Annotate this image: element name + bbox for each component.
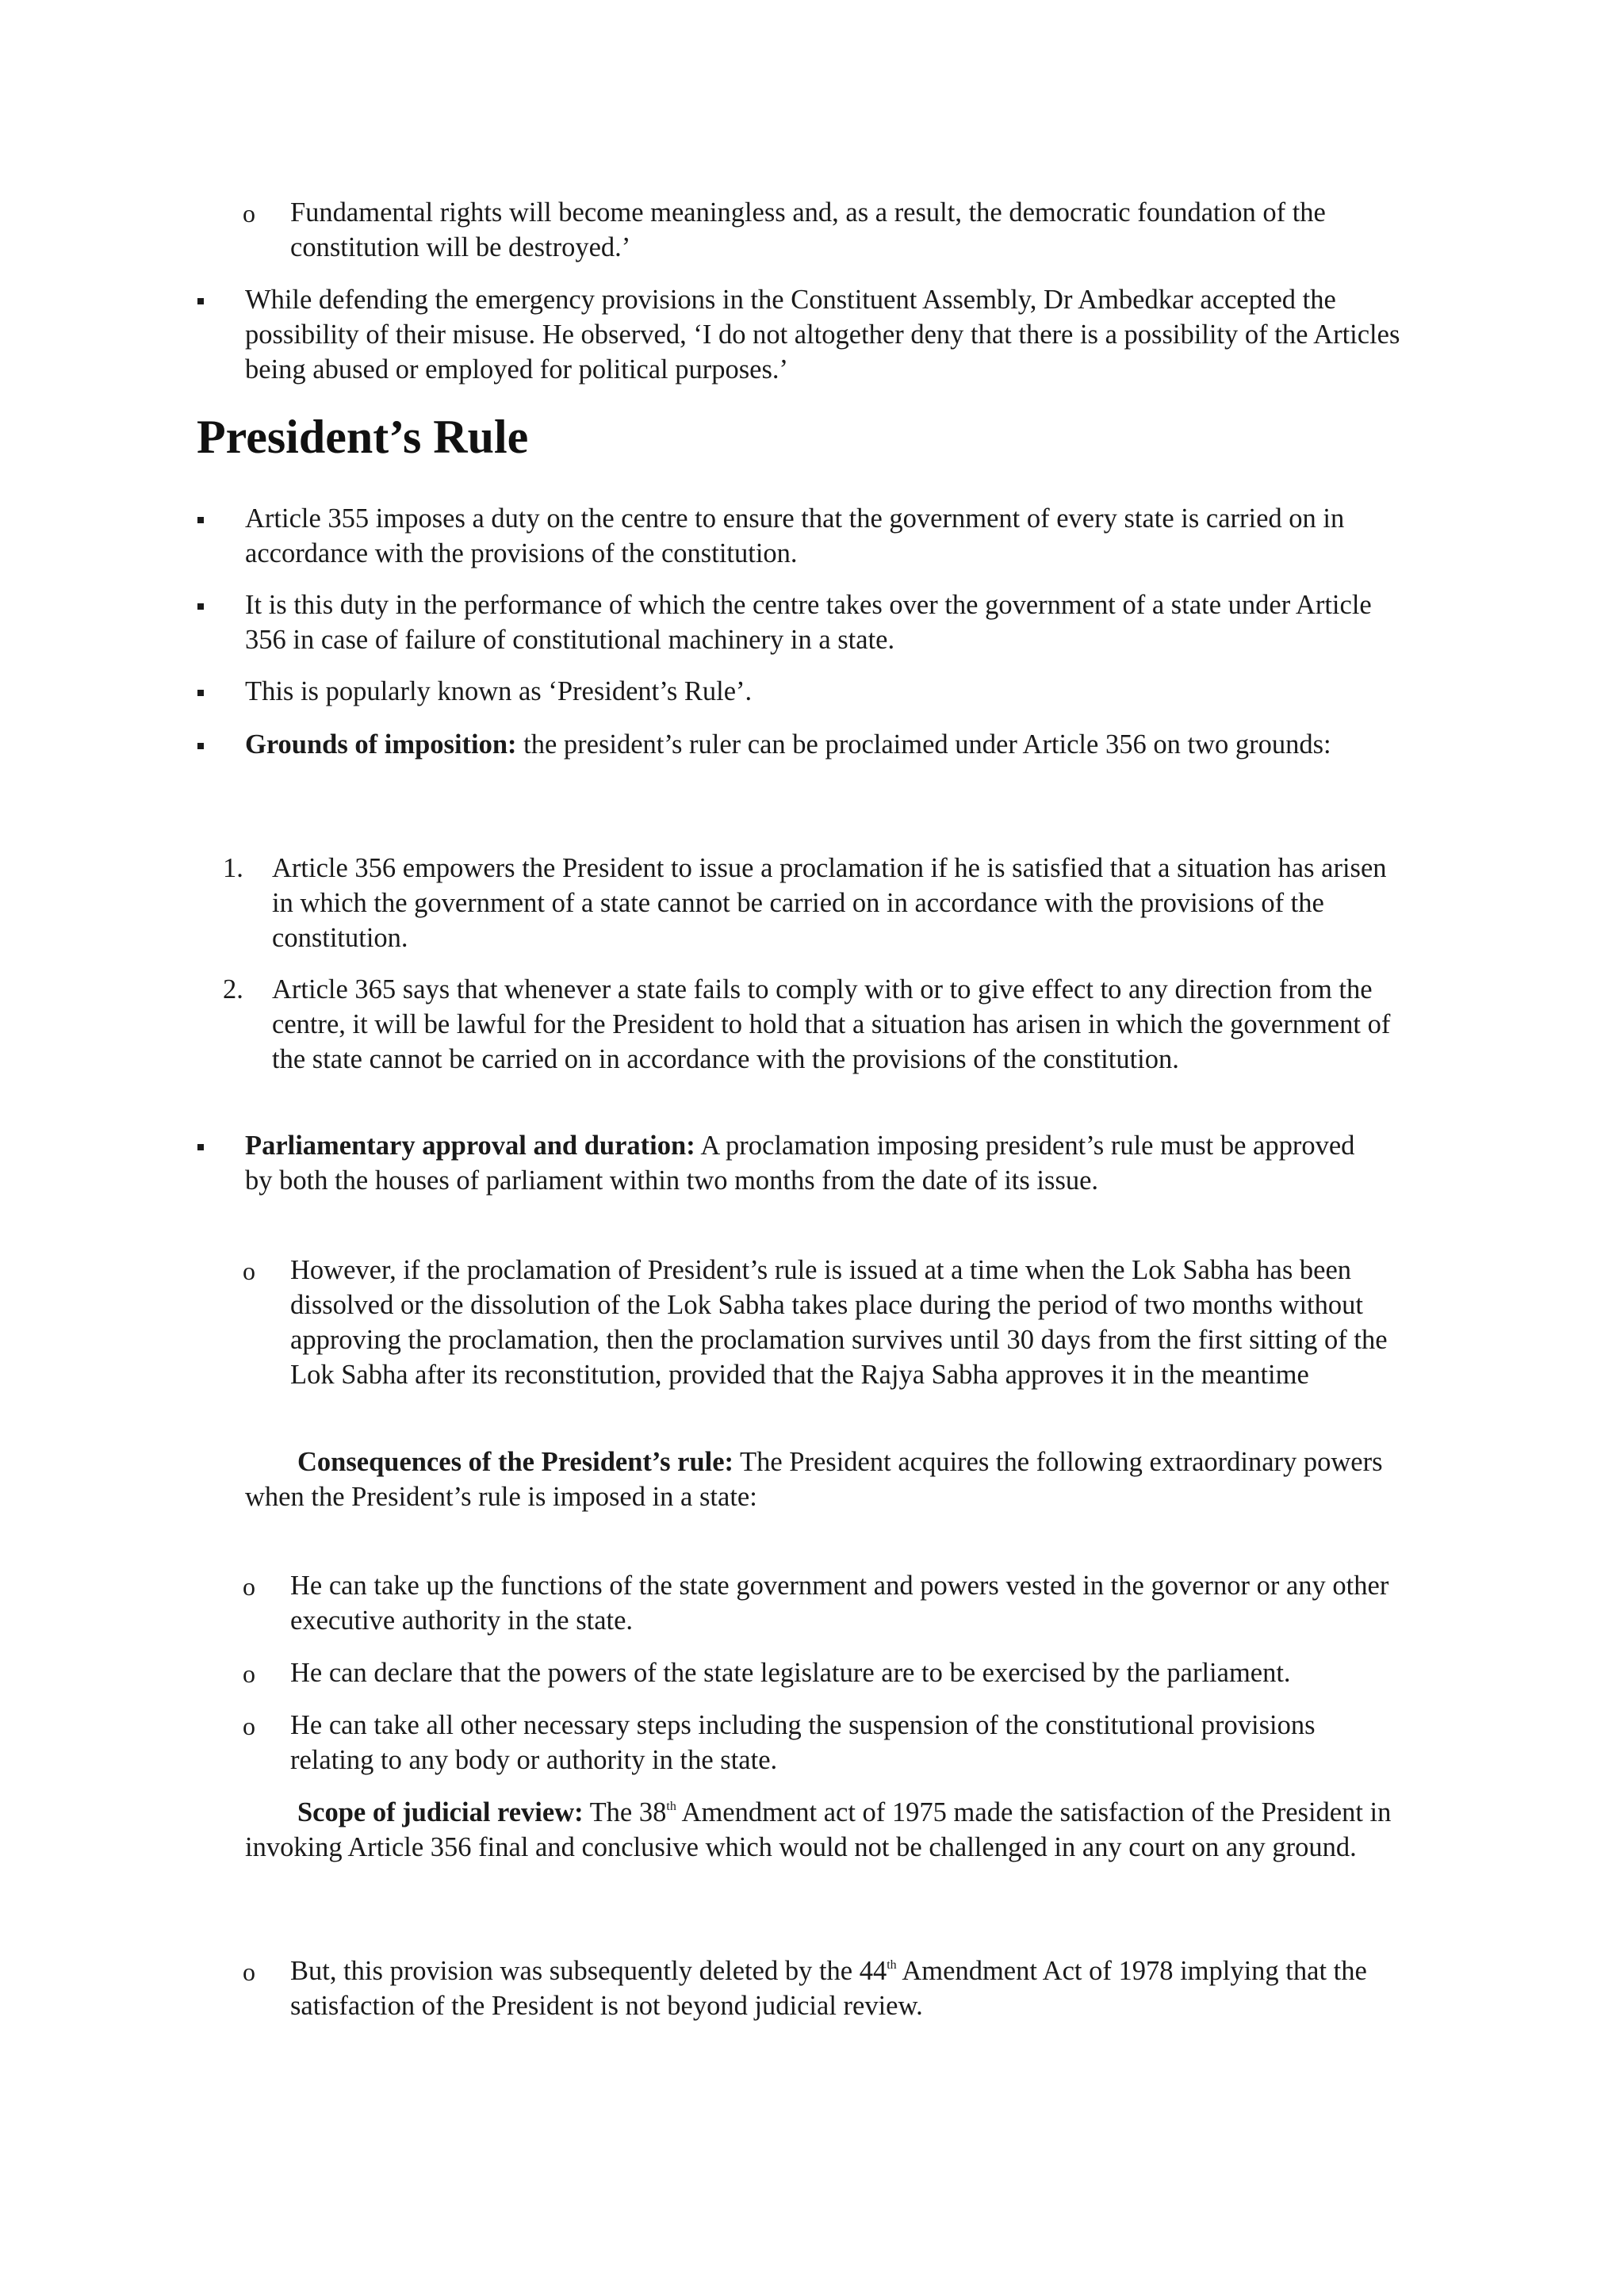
section-heading: President’s Rule [197, 411, 529, 463]
paragraph-text: While defending the emergency provisions in the Constituent Assembly, Dr Ambedkar accepted the possibility of their misuse. He observed, ‘I do not altogether deny that there is a possibility of the Articles being abused or employed for political purposes.’ [245, 285, 1400, 385]
numbered-item-1 [272, 851, 1390, 955]
bullet-parliamentary-approval [245, 1128, 1387, 1198]
bullet-article-355 [245, 501, 1419, 571]
circle-bullet: o [243, 1957, 255, 1986]
bullet-grounds-of-imposition [245, 727, 1355, 762]
paragraph-ambedkar [245, 282, 1427, 387]
paragraph-text: A proclamation imposing president’s rule must be approved by both the houses of parliament within two months from the date of its issue. [245, 1131, 1355, 1196]
list-number: 2. [223, 974, 243, 1004]
circle-bullet: o [243, 1712, 255, 1740]
paragraph-text: However, if the proclamation of President’s rule is issued at a time when the Lok Sabha has been dissolved or the dissolution of the Lok Sabha takes place during the period of two months without approving the proclamation, then the proclamation survives until 30 days from the first sitting of the Lok Sabha after its reconstitution, provided that the Rajya Sabha approves it in the meantime [290, 1255, 1388, 1390]
bullet-presidents-rule-name [245, 674, 1419, 709]
bullet-article-356-duty [245, 587, 1419, 657]
bold-label: Parliamentary approval and duration: [245, 1131, 695, 1161]
bold-label: Consequences of the President’s rule: [297, 1447, 734, 1477]
square-bullet [197, 1144, 204, 1150]
paragraph-judicial-review [245, 1795, 1395, 1865]
square-bullet [197, 517, 204, 523]
consequence-item-2 [290, 1655, 1416, 1690]
square-bullet [197, 298, 204, 304]
circle-bullet: o [243, 199, 255, 228]
square-bullet [197, 603, 204, 610]
paragraph-44th-amendment [290, 1954, 1400, 2023]
consequence-item-1 [290, 1568, 1400, 1638]
paragraph-text: But, this provision was subsequently deleted by the 44 [290, 1956, 887, 1986]
square-bullet [197, 690, 204, 696]
ordinal-superscript: th [887, 1958, 897, 1972]
paragraph-text: The 38 [583, 1797, 667, 1827]
numbered-item-2 [272, 972, 1398, 1077]
paragraph-text: The President acquires the following extraordinary powers when the President’s rule is imposed in a state: [245, 1447, 1383, 1512]
paragraph-text: This is popularly known as ‘President’s Rule’. [245, 676, 753, 706]
paragraph-text: Article 356 empowers the President to issue a proclamation if he is satisfied that a situation has arisen in which the government of a state cannot be carried on in accordance with the provisions of the constitution. [272, 853, 1387, 953]
bold-label: Scope of judicial review: [297, 1797, 584, 1827]
square-bullet [197, 743, 204, 749]
paragraph-consequences [245, 1445, 1419, 1514]
paragraph-fundamental-rights [290, 195, 1400, 265]
bold-label: Grounds of imposition: [245, 729, 517, 760]
paragraph-lok-sabha-dissolved [290, 1253, 1400, 1392]
list-number: 1. [223, 853, 243, 883]
paragraph-text: It is this duty in the performance of which the centre takes over the government of a state under Article 356 in case of failure of constitutional machinery in a state. [245, 590, 1372, 655]
paragraph-text: He can declare that the powers of the state legislature are to be exercised by the parliament. [290, 1658, 1291, 1688]
paragraph-text: Fundamental rights will become meaningless and, as a result, the democratic foundation of the constitution will be destroyed.’ [290, 197, 1326, 262]
paragraph-text: He can take up the functions of the state government and powers vested in the governor or any other executive authority in the state. [290, 1571, 1389, 1636]
ordinal-superscript: th [666, 1800, 676, 1813]
paragraph-text: Article 355 imposes a duty on the centre to ensure that the government of every state is carried on in accordance with the provisions of the constitution. [245, 503, 1345, 568]
circle-bullet: o [243, 1572, 255, 1601]
paragraph-text: Amendment Act of 1978 implying that the satisfaction of the President is not beyond judicial review. [290, 1956, 1367, 2021]
paragraph-text: Article 365 says that whenever a state fails to comply with or to give effect to any direction from the centre, it will be lawful for the President to hold that a situation has arisen in which the government of the state cannot be carried on in accordance with the provisions of the constitution. [272, 974, 1391, 1074]
circle-bullet: o [243, 1659, 255, 1688]
circle-bullet: o [243, 1257, 255, 1285]
paragraph-text: the president’s ruler can be proclaimed under Article 356 on two grounds: [516, 729, 1331, 760]
consequence-item-3 [290, 1708, 1321, 1777]
paragraph-text: He can take all other necessary steps including the suspension of the constitutional provisions relating to any body or authority in the state. [290, 1710, 1316, 1775]
paragraph-text: Amendment act of 1975 made the satisfaction of the President in invoking Article 356 final and conclusive which would not be challenged in any court on any ground. [245, 1797, 1392, 1862]
